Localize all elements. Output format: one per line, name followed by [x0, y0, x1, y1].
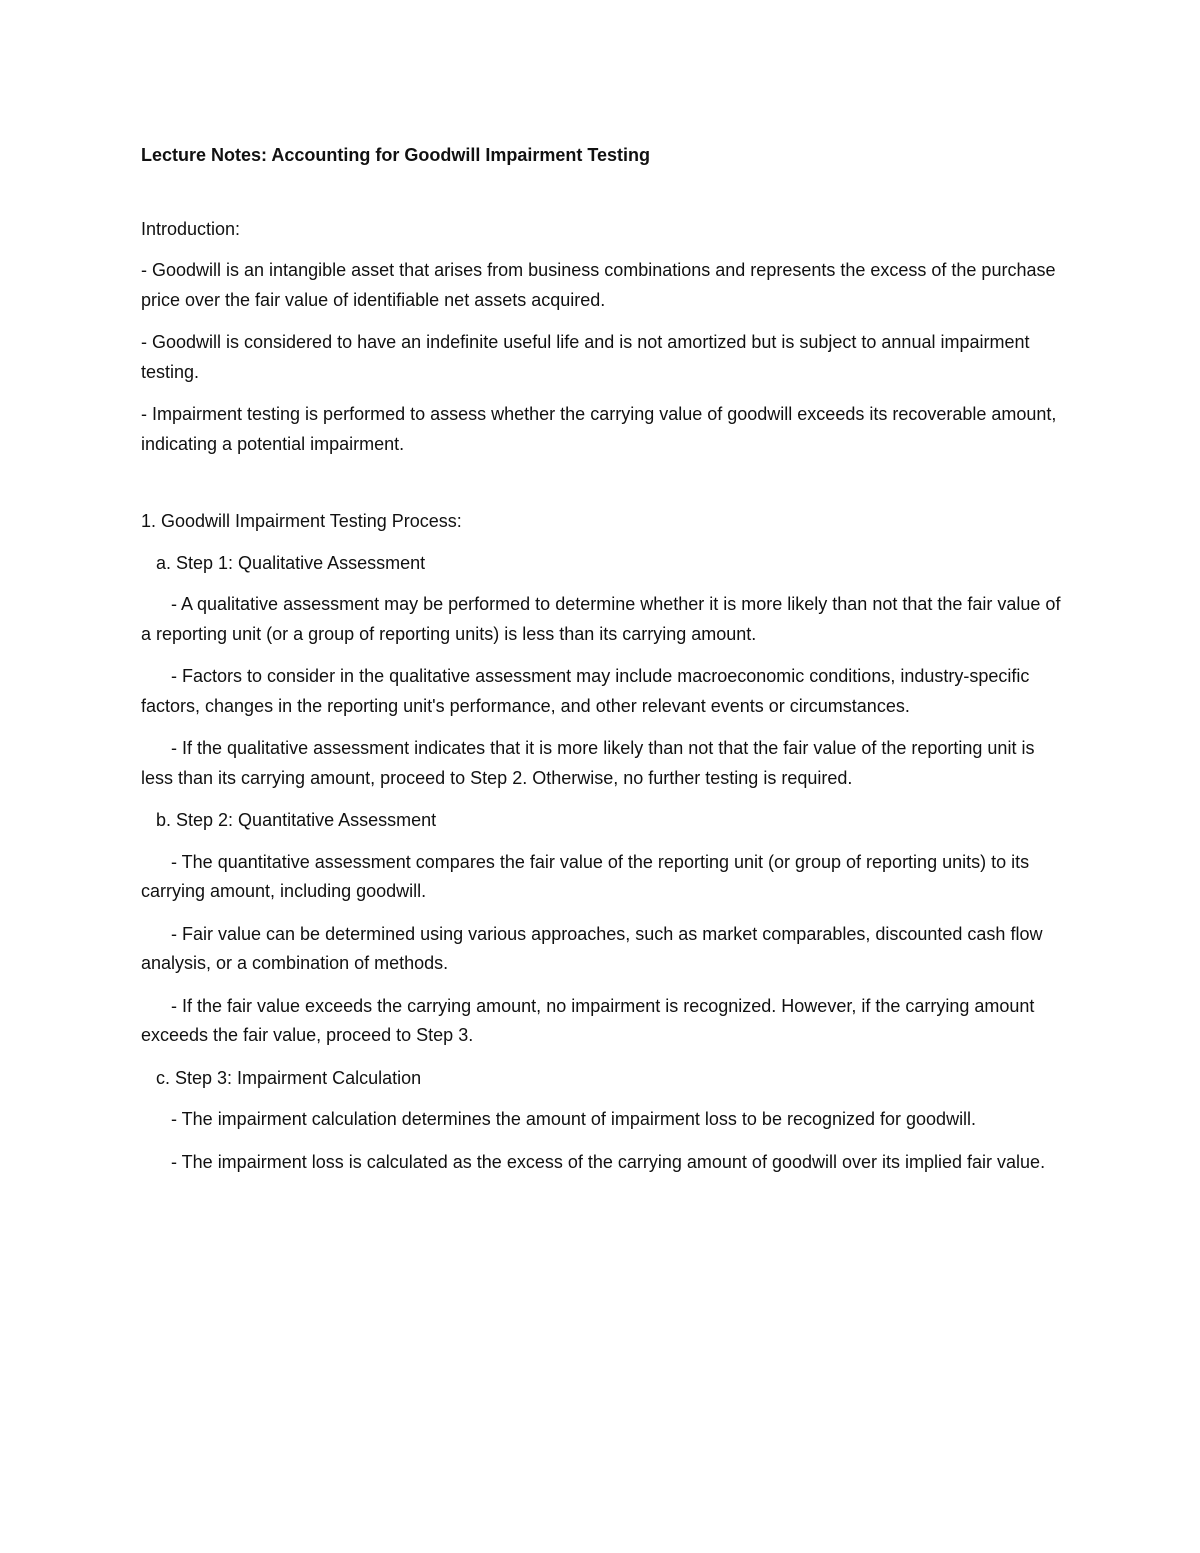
step-point: - Factors to consider in the qualitative assessment may include macroeconomic conditions, industry-specific factors, changes in the reporting unit's performance, and other relevant events or circumstances. — [141, 666, 1030, 716]
section-heading: 1. Goodwill Impairment Testing Process: — [141, 511, 462, 531]
step-point: - If the fair value exceeds the carrying amount, no impairment is recognized. However, if the carrying amount exceeds the fair value, proceed to Step 3. — [141, 995, 1035, 1045]
intro-point: - Impairment testing is performed to assess whether the carrying value of goodwill exceeds its recoverable amount, indicating a potential impairment. — [141, 404, 1057, 454]
step-heading: b. Step 2: Quantitative Assessment — [156, 810, 437, 830]
document-title: Lecture Notes: Accounting for Goodwill Impairment Testing — [141, 145, 651, 165]
step-point: - A qualitative assessment may be performed to determine whether it is more likely than not that the fair value of a reporting unit (or a group of reporting units) is less than its carrying amount. — [141, 594, 1061, 644]
intro-point: - Goodwill is an intangible asset that arises from business combinations and represents the excess of the purchase price over the fair value of identifiable net assets acquired. — [141, 260, 1056, 310]
step-point: - The quantitative assessment compares the fair value of the reporting unit (or group of reporting units) to its carrying amount, including goodwill. — [141, 851, 1030, 901]
intro-point: - Goodwill is considered to have an indefinite useful life and is not amortized but is subject to annual impairment testing. — [141, 332, 1030, 382]
step-point: - The impairment calculation determines the amount of impairment loss to be recognized for goodwill. — [171, 1109, 977, 1129]
step-heading: c. Step 3: Impairment Calculation — [156, 1067, 422, 1088]
step-heading: a. Step 1: Qualitative Assessment — [156, 552, 426, 573]
step-point: - If the qualitative assessment indicates that it is more likely than not that the fair value of the reporting unit is less than its carrying amount, proceed to Step 2. Otherwise, no further testing is required. — [141, 738, 1035, 788]
document-body — [141, 141, 1066, 1190]
step-point: - Fair value can be determined using various approaches, such as market comparables, discounted cash flow analysis, or a combination of methods. — [141, 923, 1043, 973]
intro-label: Introduction: — [141, 218, 241, 239]
step-point: - The impairment loss is calculated as the excess of the carrying amount of goodwill over its implied fair value. — [171, 1151, 1046, 1172]
